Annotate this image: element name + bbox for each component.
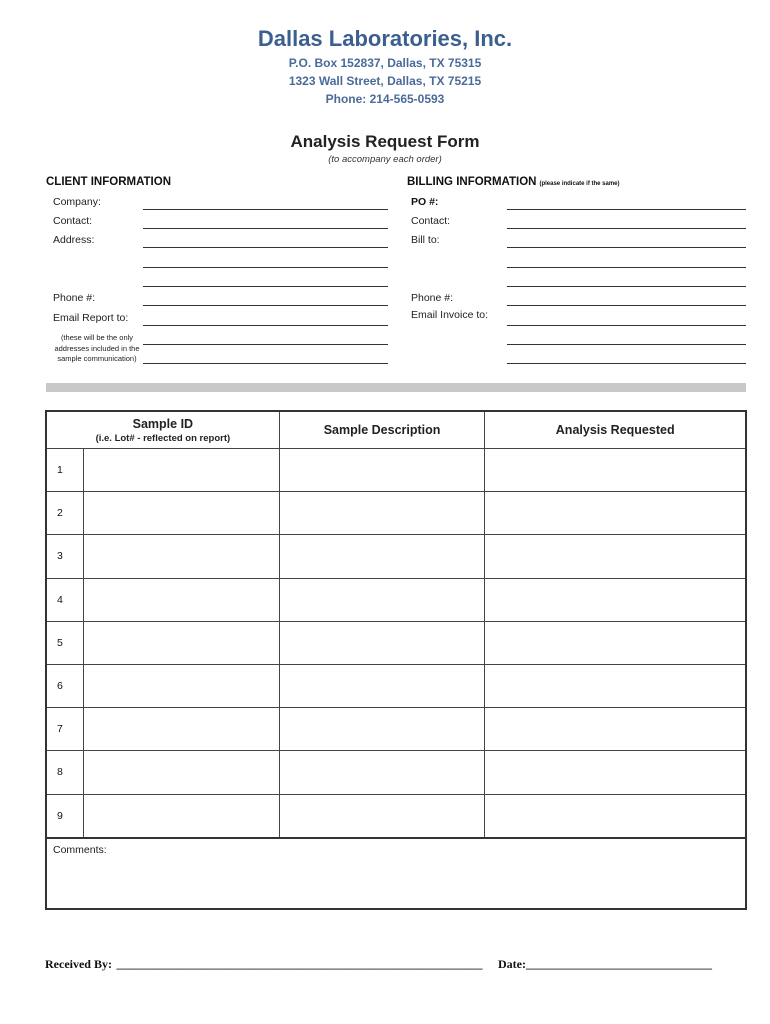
client-company-label: Company:	[53, 196, 101, 208]
billing-bill-to-field-3[interactable]	[507, 286, 746, 287]
table-row	[46, 578, 746, 621]
client-contact-field[interactable]	[143, 228, 388, 229]
billing-email-field-3[interactable]	[507, 363, 746, 364]
client-address-field-1[interactable]	[143, 247, 388, 248]
received-by-block	[45, 955, 482, 973]
billing-bill-to-label: Bill to:	[411, 234, 440, 246]
comments-box[interactable]	[45, 837, 747, 910]
sample-id-cell[interactable]	[83, 492, 279, 535]
date-block	[498, 955, 712, 973]
analysis-requested-cell[interactable]	[485, 708, 746, 751]
sample-id-cell[interactable]	[83, 708, 279, 751]
form-subtitle: (to accompany each order)	[328, 154, 442, 165]
received-by-field[interactable]: _____________________________________________________________	[116, 957, 483, 971]
sample-description-cell[interactable]	[279, 794, 485, 838]
analysis-requested-cell[interactable]	[485, 794, 746, 838]
table-row	[46, 492, 746, 535]
company-address-line-2: 1323 Wall Street, Dallas, TX 75215	[288, 74, 482, 88]
row-number: 4	[46, 578, 83, 621]
sample-table-body	[46, 449, 746, 838]
billing-email-field-2[interactable]	[507, 344, 746, 345]
row-number: 9	[46, 794, 83, 838]
client-contact-label: Contact:	[53, 215, 93, 227]
analysis-requested-cell[interactable]	[485, 578, 746, 621]
analysis-requested-cell[interactable]	[485, 664, 746, 707]
table-row	[46, 449, 746, 492]
email-note: (these will be the only addresses included in the sample communication)	[54, 333, 140, 363]
sample-id-subtitle: (i.e. Lot# - reflected on report)	[95, 432, 231, 444]
form-title: Analysis Request Form	[290, 132, 480, 151]
sample-id-cell[interactable]	[83, 621, 279, 664]
sample-id-cell[interactable]	[83, 449, 279, 492]
sample-table	[45, 410, 747, 839]
table-row	[46, 664, 746, 707]
client-email-label: Email Report to:	[53, 312, 129, 324]
sample-id-title: Sample ID	[132, 416, 194, 431]
company-phone: Phone: 214-565-0593	[325, 92, 445, 106]
sample-description-cell[interactable]	[279, 751, 485, 794]
analysis-requested-cell[interactable]	[485, 492, 746, 535]
sample-id-cell[interactable]	[83, 578, 279, 621]
billing-contact-field[interactable]	[507, 228, 746, 229]
received-by-label: Received By:	[45, 957, 112, 971]
company-name: Dallas Laboratories, Inc.	[257, 26, 513, 51]
billing-contact-label: Contact:	[411, 215, 451, 227]
sample-id-cell[interactable]	[83, 751, 279, 794]
sample-description-cell[interactable]	[279, 535, 485, 578]
row-number: 3	[46, 535, 83, 578]
sample-description-cell[interactable]	[279, 708, 485, 751]
col-header-analysis: Analysis Requested	[485, 411, 746, 449]
col-header-sample-id	[46, 411, 279, 449]
sample-id-cell[interactable]	[83, 535, 279, 578]
analysis-requested-cell[interactable]	[485, 449, 746, 492]
client-address-label: Address:	[53, 234, 95, 246]
table-row	[46, 794, 746, 838]
sample-table-header	[46, 411, 746, 449]
billing-email-field-1[interactable]	[507, 325, 746, 326]
table-row	[46, 535, 746, 578]
sample-description-cell[interactable]	[279, 664, 485, 707]
billing-phone-label: Phone #:	[411, 292, 454, 304]
client-info-heading: CLIENT INFORMATION	[46, 176, 171, 188]
billing-phone-field[interactable]	[507, 305, 746, 306]
billing-bill-to-field-2[interactable]	[507, 267, 746, 268]
row-number: 6	[46, 664, 83, 707]
sample-id-cell[interactable]	[83, 794, 279, 838]
table-row	[46, 751, 746, 794]
billing-heading-text: BILLING INFORMATION	[407, 176, 537, 188]
client-phone-label: Phone #:	[53, 292, 96, 304]
client-address-field-2[interactable]	[143, 267, 388, 268]
row-number: 1	[46, 449, 83, 492]
analysis-requested-cell[interactable]	[485, 535, 746, 578]
sample-description-cell[interactable]	[279, 492, 485, 535]
billing-po-label: PO #:	[411, 196, 439, 208]
section-divider-bar	[46, 383, 746, 392]
billing-info-heading	[407, 176, 620, 188]
row-number: 7	[46, 708, 83, 751]
row-number: 8	[46, 751, 83, 794]
billing-email-label: Email Invoice to:	[411, 309, 489, 321]
row-number: 2	[46, 492, 83, 535]
sample-description-cell[interactable]	[279, 621, 485, 664]
billing-bill-to-field-1[interactable]	[507, 247, 746, 248]
comments-label: Comments:	[53, 844, 107, 856]
billing-note: (please indicate if the same)	[539, 181, 620, 187]
analysis-requested-cell[interactable]	[485, 751, 746, 794]
client-email-field-1[interactable]	[143, 325, 388, 326]
client-address-field-3[interactable]	[143, 286, 388, 287]
col-header-description: Sample Description	[279, 411, 485, 449]
analysis-requested-cell[interactable]	[485, 621, 746, 664]
table-row	[46, 621, 746, 664]
billing-po-field[interactable]	[507, 209, 746, 210]
date-label: Date:	[498, 957, 526, 971]
client-phone-field[interactable]	[143, 305, 388, 306]
client-company-field[interactable]	[143, 209, 388, 210]
table-row	[46, 708, 746, 751]
client-email-field-2[interactable]	[143, 344, 388, 345]
sample-id-cell[interactable]	[83, 664, 279, 707]
sample-description-cell[interactable]	[279, 578, 485, 621]
sample-description-cell[interactable]	[279, 449, 485, 492]
client-email-field-3[interactable]	[143, 363, 388, 364]
row-number: 5	[46, 621, 83, 664]
company-address-line-1: P.O. Box 152837, Dallas, TX 75315	[288, 56, 482, 70]
date-field[interactable]: _______________________________	[525, 957, 712, 971]
